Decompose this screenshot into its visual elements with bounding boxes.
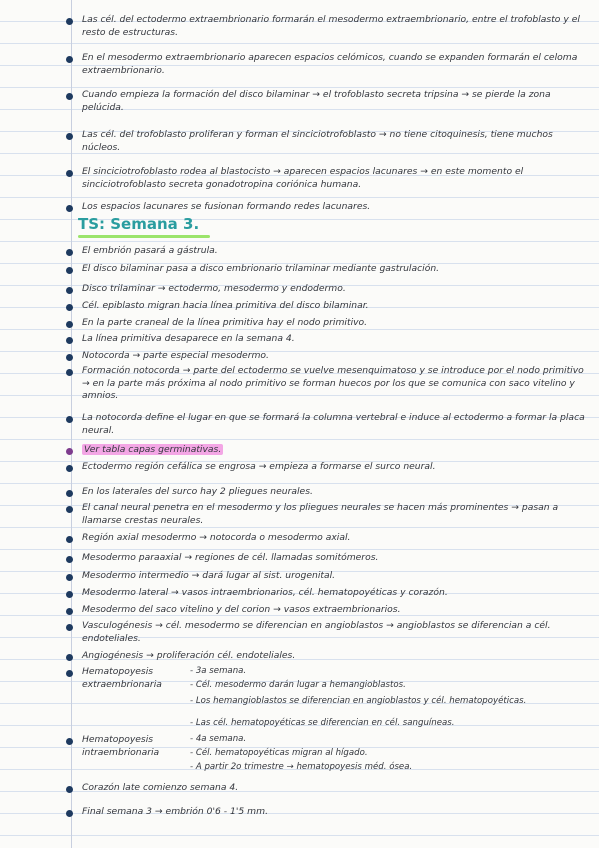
week3-note [0,365,599,409]
sub-note: - Las cél. hematopoyéticas se diferencian en cél. sanguíneas. [190,718,455,728]
note-text: Mesodermo intermedio → dará lugar al sist. urogenital. [82,570,336,581]
bullet-icon [66,56,73,63]
hematopoyesis-intra [0,734,599,774]
note-text: Disco trilaminar → ectodermo, mesodermo y endodermo. [82,283,346,294]
note-text: Ver tabla capas germinativas. [84,444,222,455]
bullet-icon [66,536,73,543]
week3-note [0,263,599,279]
week3-note [0,333,599,349]
note-text: Hematopoyesis intraembrionaria [82,734,160,758]
note-text: El embrión pasará a gástrula. [82,245,218,256]
hematopoyesis-extra [0,666,599,730]
note-text: Las cél. del ectodermo extraembrionario formarán el mesodermo extraembrionario, entre el trofoblasto y el resto de estructuras. [82,14,580,38]
note-text: Mesodermo lateral → vasos intraembrionarios, cél. hematopoyéticas y corazón. [82,587,448,598]
note-text: Vasculogénesis → cél. mesodermo se diferencian en angioblastos → angioblastos se diferencian a cél. endoteliales. [82,620,551,644]
note-1 [0,14,599,44]
note-text: Las cél. del trofoblasto proliferan y forman el sinciciotrofoblasto → no tiene citoquinesis, tiene muchos núcleos. [82,129,553,153]
note-4 [0,129,599,159]
week3-note [0,806,599,822]
note-text: Final semana 3 → embrión 0'6 - 1'5 mm. [82,806,268,817]
note-text: Mesodermo paraaxial → regiones de cél. llamadas somitómeros. [82,552,379,563]
note-text: Región axial mesodermo → notocorda o mesodermo axial. [82,532,351,543]
week3-note [0,317,599,333]
bullet-icon [66,786,73,793]
bullet-icon [66,608,73,615]
bullet-icon [66,249,73,256]
note-text: Angiogénesis → proliferación cél. endoteliales. [82,650,296,661]
week3-note [0,552,599,568]
bullet-icon [66,556,73,563]
note-text: Mesodermo del saco vitelino y del corion → vasos extraembrionarios. [82,604,401,615]
bullet-icon [66,574,73,581]
week3-note [0,461,599,477]
bullet-icon [66,321,73,328]
sub-note: - Los hemangioblastos se diferencian en angioblastos y cél. hematopoyéticas. [190,696,527,706]
title-underline [78,235,210,238]
page-title: TS: Semana 3. [78,215,200,233]
bullet-icon [66,416,73,423]
week3-note [0,570,599,586]
week3-note [0,532,599,548]
week3-note [0,300,599,316]
note-3 [0,89,599,123]
note-text: Ectodermo región cefálica se engrosa → empieza a formarse el surco neural. [82,461,436,472]
bullet-icon [66,670,73,677]
sub-note: - Cél. hematopoyéticas migran al hígado. [190,748,368,758]
week3-note [0,245,599,261]
bullet-icon [66,170,73,177]
sub-note: - 4a semana. [190,734,247,744]
bullet-icon [66,18,73,25]
note-text: Notocorda → parte especial mesodermo. [82,350,269,361]
bullet-icon [66,591,73,598]
bullet-icon [66,738,73,745]
bullet-icon [66,354,73,361]
bullet-icon [66,93,73,100]
week3-note [0,650,599,666]
week3-note-highlight [0,444,599,460]
week3-note [0,502,599,532]
week3-note [0,412,599,442]
note-text: En los laterales del surco hay 2 pliegues neurales. [82,486,313,497]
note-text: El disco bilaminar pasa a disco embrionario trilaminar mediante gastrulación. [82,263,440,274]
bullet-icon [66,337,73,344]
check-icon [66,448,73,455]
note-text: Los espacios lacunares se fusionan formando redes lacunares. [82,201,371,212]
note-2 [0,52,599,82]
bullet-icon [66,490,73,497]
bullet-icon [66,506,73,513]
week3-note [0,587,599,603]
bullet-icon [66,304,73,311]
bullet-icon [66,369,73,376]
note-text: Hematopoyesis extraembrionaria [82,666,162,690]
bullet-icon [66,287,73,294]
week3-note [0,350,599,366]
bullet-icon [66,205,73,212]
note-text: Cuando empieza la formación del disco bilaminar → el trofoblasto secreta tripsina → se pierde la zona pelúcida. [82,89,551,113]
note-text: En el mesodermo extraembrionario aparecen espacios celómicos, cuando se expanden formarán el celoma extraembrionario. [82,52,578,76]
note-5 [0,166,599,200]
sub-note: - Cél. mesodermo darán lugar a hemangioblastos. [190,680,406,690]
bullet-icon [66,654,73,661]
week3-note [0,620,599,650]
week3-note [0,782,599,798]
note-text: Formación notocorda → parte del ectodermo se vuelve mesenquimatoso y se introduce por el nodo primitivo → en la parte más próxima al nodo primitivo se forman huecos por los que se comunica con saco vitelino y amnios. [82,365,584,401]
note-text: La notocorda define el lugar en que se formará la columna vertebral e induce al ectodermo a formar la placa neural. [82,412,585,436]
note-text: El sinciciotrofoblasto rodea al blastocisto → aparecen espacios lacunares → en este momento el sinciciotrofoblasto secreta gonadotropina coriónica humana. [82,166,524,190]
bullet-icon [66,624,73,631]
bullet-icon [66,267,73,274]
bullet-icon [66,133,73,140]
sub-note: - 3a semana. [190,666,247,676]
note-text: El canal neural penetra en el mesodermo y los pliegues neurales se hacen más prominentes → pasan a llamarse crestas neurales. [82,502,559,526]
note-text: Cél. epiblasto migran hacia línea primitiva del disco bilaminar. [82,300,369,311]
week3-note [0,486,599,502]
week3-note [0,604,599,620]
note-text: La línea primitiva desaparece en la semana 4. [82,333,295,344]
note-text: Corazón late comienzo semana 4. [82,782,239,793]
sub-note: - A partir 2o trimestre → hematopoyesis méd. ósea. [190,762,413,772]
bullet-icon [66,810,73,817]
week3-note [0,283,599,299]
bullet-icon [66,465,73,472]
note-text: En la parte craneal de la línea primitiva hay el nodo primitivo. [82,317,368,328]
